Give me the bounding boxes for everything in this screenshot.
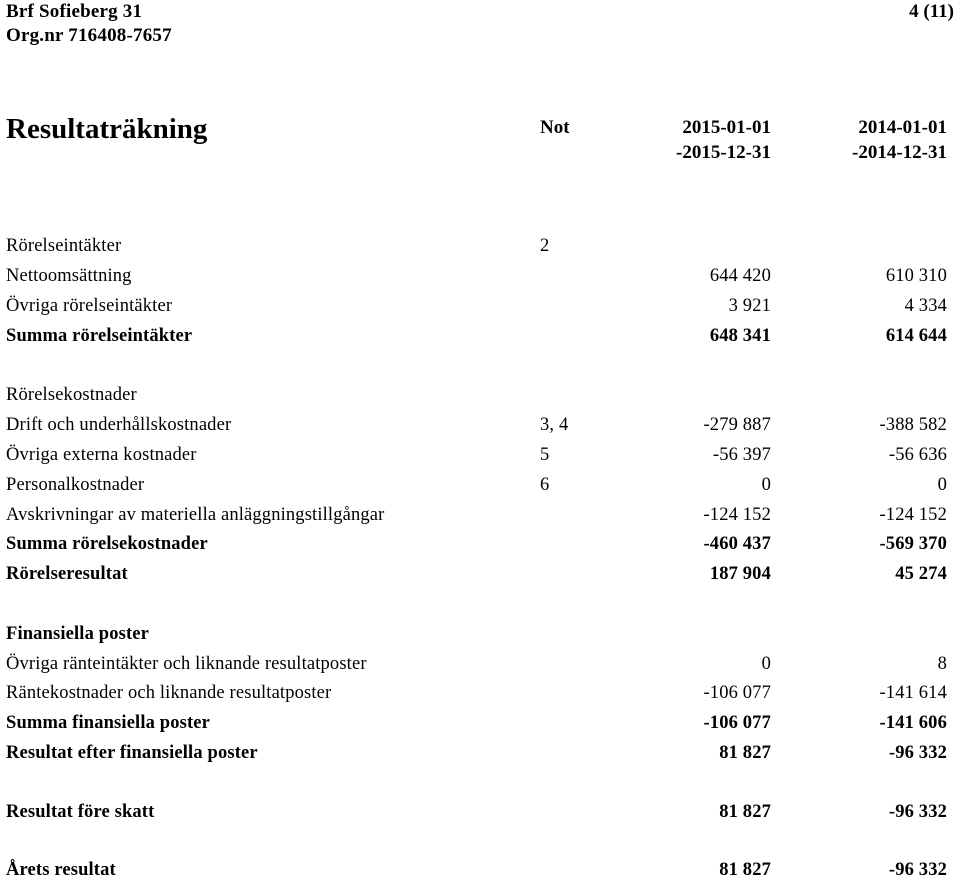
row-value-2014: -141 614 (879, 683, 947, 703)
organization-name: Brf Sofieberg 31 (6, 1, 143, 22)
period-2014-column-header (852, 115, 947, 165)
row-value-2015: 187 904 (709, 564, 771, 584)
row-value-2015: 0 (761, 475, 771, 495)
row-label: Summa rörelsekostnader (6, 534, 208, 554)
row-value-2015: 3 921 (728, 296, 771, 316)
row-value-2014: -96 332 (888, 860, 947, 880)
row-value-2014: 614 644 (885, 326, 947, 346)
period-2015-end: -2015-12-31 (676, 142, 771, 163)
row-note: 6 (540, 475, 550, 495)
row-value-2015: 0 (761, 654, 771, 674)
row-label: Räntekostnader och liknande resultatposter (6, 683, 332, 703)
table-row (0, 472, 960, 498)
row-label: Avskrivningar av materiella anläggningstillgångar (6, 505, 385, 525)
row-value-2014: -569 370 (879, 534, 947, 554)
row-value-2014: -124 152 (879, 505, 947, 525)
period-2015-start: 2015-01-01 (682, 117, 771, 138)
table-row (0, 293, 960, 319)
row-label: Nettoomsättning (6, 266, 132, 286)
row-value-2015: -106 077 (703, 683, 771, 703)
table-row (0, 412, 960, 438)
row-value-2014: 45 274 (895, 564, 947, 584)
table-row (0, 233, 960, 259)
row-note: 5 (540, 445, 550, 465)
table-row (0, 382, 960, 408)
row-value-2015: 648 341 (709, 326, 771, 346)
table-row (0, 651, 960, 677)
period-2015-column-header (676, 115, 771, 165)
row-value-2014: 610 310 (885, 266, 947, 286)
row-label: Personalkostnader (6, 475, 145, 495)
row-label: Rörelsekostnader (6, 385, 137, 405)
row-value-2015: 81 827 (719, 802, 771, 822)
row-label: Resultat efter finansiella poster (6, 743, 258, 763)
row-value-2015: -106 077 (703, 713, 771, 733)
row-value-2015: -279 887 (703, 415, 771, 435)
table-row (0, 531, 960, 557)
row-note: 2 (540, 236, 550, 256)
row-value-2015: -56 397 (712, 445, 771, 465)
row-value-2015: -124 152 (703, 505, 771, 525)
row-label: Finansiella poster (6, 624, 149, 644)
table-row (0, 740, 960, 766)
row-value-2014: -388 582 (879, 415, 947, 435)
row-value-2015: 81 827 (719, 860, 771, 880)
row-label: Rörelseresultat (6, 564, 128, 584)
row-value-2014: -141 606 (879, 713, 947, 733)
row-note: 3, 4 (540, 415, 569, 435)
page-number: 4 (11) (909, 1, 954, 22)
row-value-2014: 4 334 (904, 296, 947, 316)
row-label: Övriga externa kostnader (6, 445, 197, 465)
row-value-2014: 0 (937, 475, 947, 495)
table-row (0, 442, 960, 468)
period-2014-start: 2014-01-01 (858, 117, 947, 138)
table-row (0, 323, 960, 349)
row-value-2014: -56 636 (888, 445, 947, 465)
page-title: Resultaträkning (6, 113, 208, 145)
table-row (0, 502, 960, 528)
row-label: Resultat före skatt (6, 802, 155, 822)
row-label: Rörelseintäkter (6, 236, 122, 256)
row-value-2015: 81 827 (719, 743, 771, 763)
table-row (0, 857, 960, 883)
organization-number: Org.nr 716408-7657 (6, 25, 172, 46)
row-value-2014: -96 332 (888, 802, 947, 822)
note-column-header: Not (540, 117, 570, 138)
period-2014-end: -2014-12-31 (852, 142, 947, 163)
row-label: Drift och underhållskostnader (6, 415, 232, 435)
row-label: Årets resultat (6, 860, 116, 880)
row-value-2014: -96 332 (888, 743, 947, 763)
row-value-2015: 644 420 (709, 266, 771, 286)
organization-header (6, 0, 172, 48)
table-row (0, 621, 960, 647)
row-label: Summa finansiella poster (6, 713, 211, 733)
table-row (0, 680, 960, 706)
table-row (0, 263, 960, 289)
table-row (0, 710, 960, 736)
table-row (0, 799, 960, 825)
row-value-2015: -460 437 (703, 534, 771, 554)
table-row (0, 561, 960, 587)
row-value-2014: 8 (937, 654, 947, 674)
row-label: Övriga rörelseintäkter (6, 296, 173, 316)
row-label: Summa rörelseintäkter (6, 326, 193, 346)
row-label: Övriga ränteintäkter och liknande resultatposter (6, 654, 367, 674)
